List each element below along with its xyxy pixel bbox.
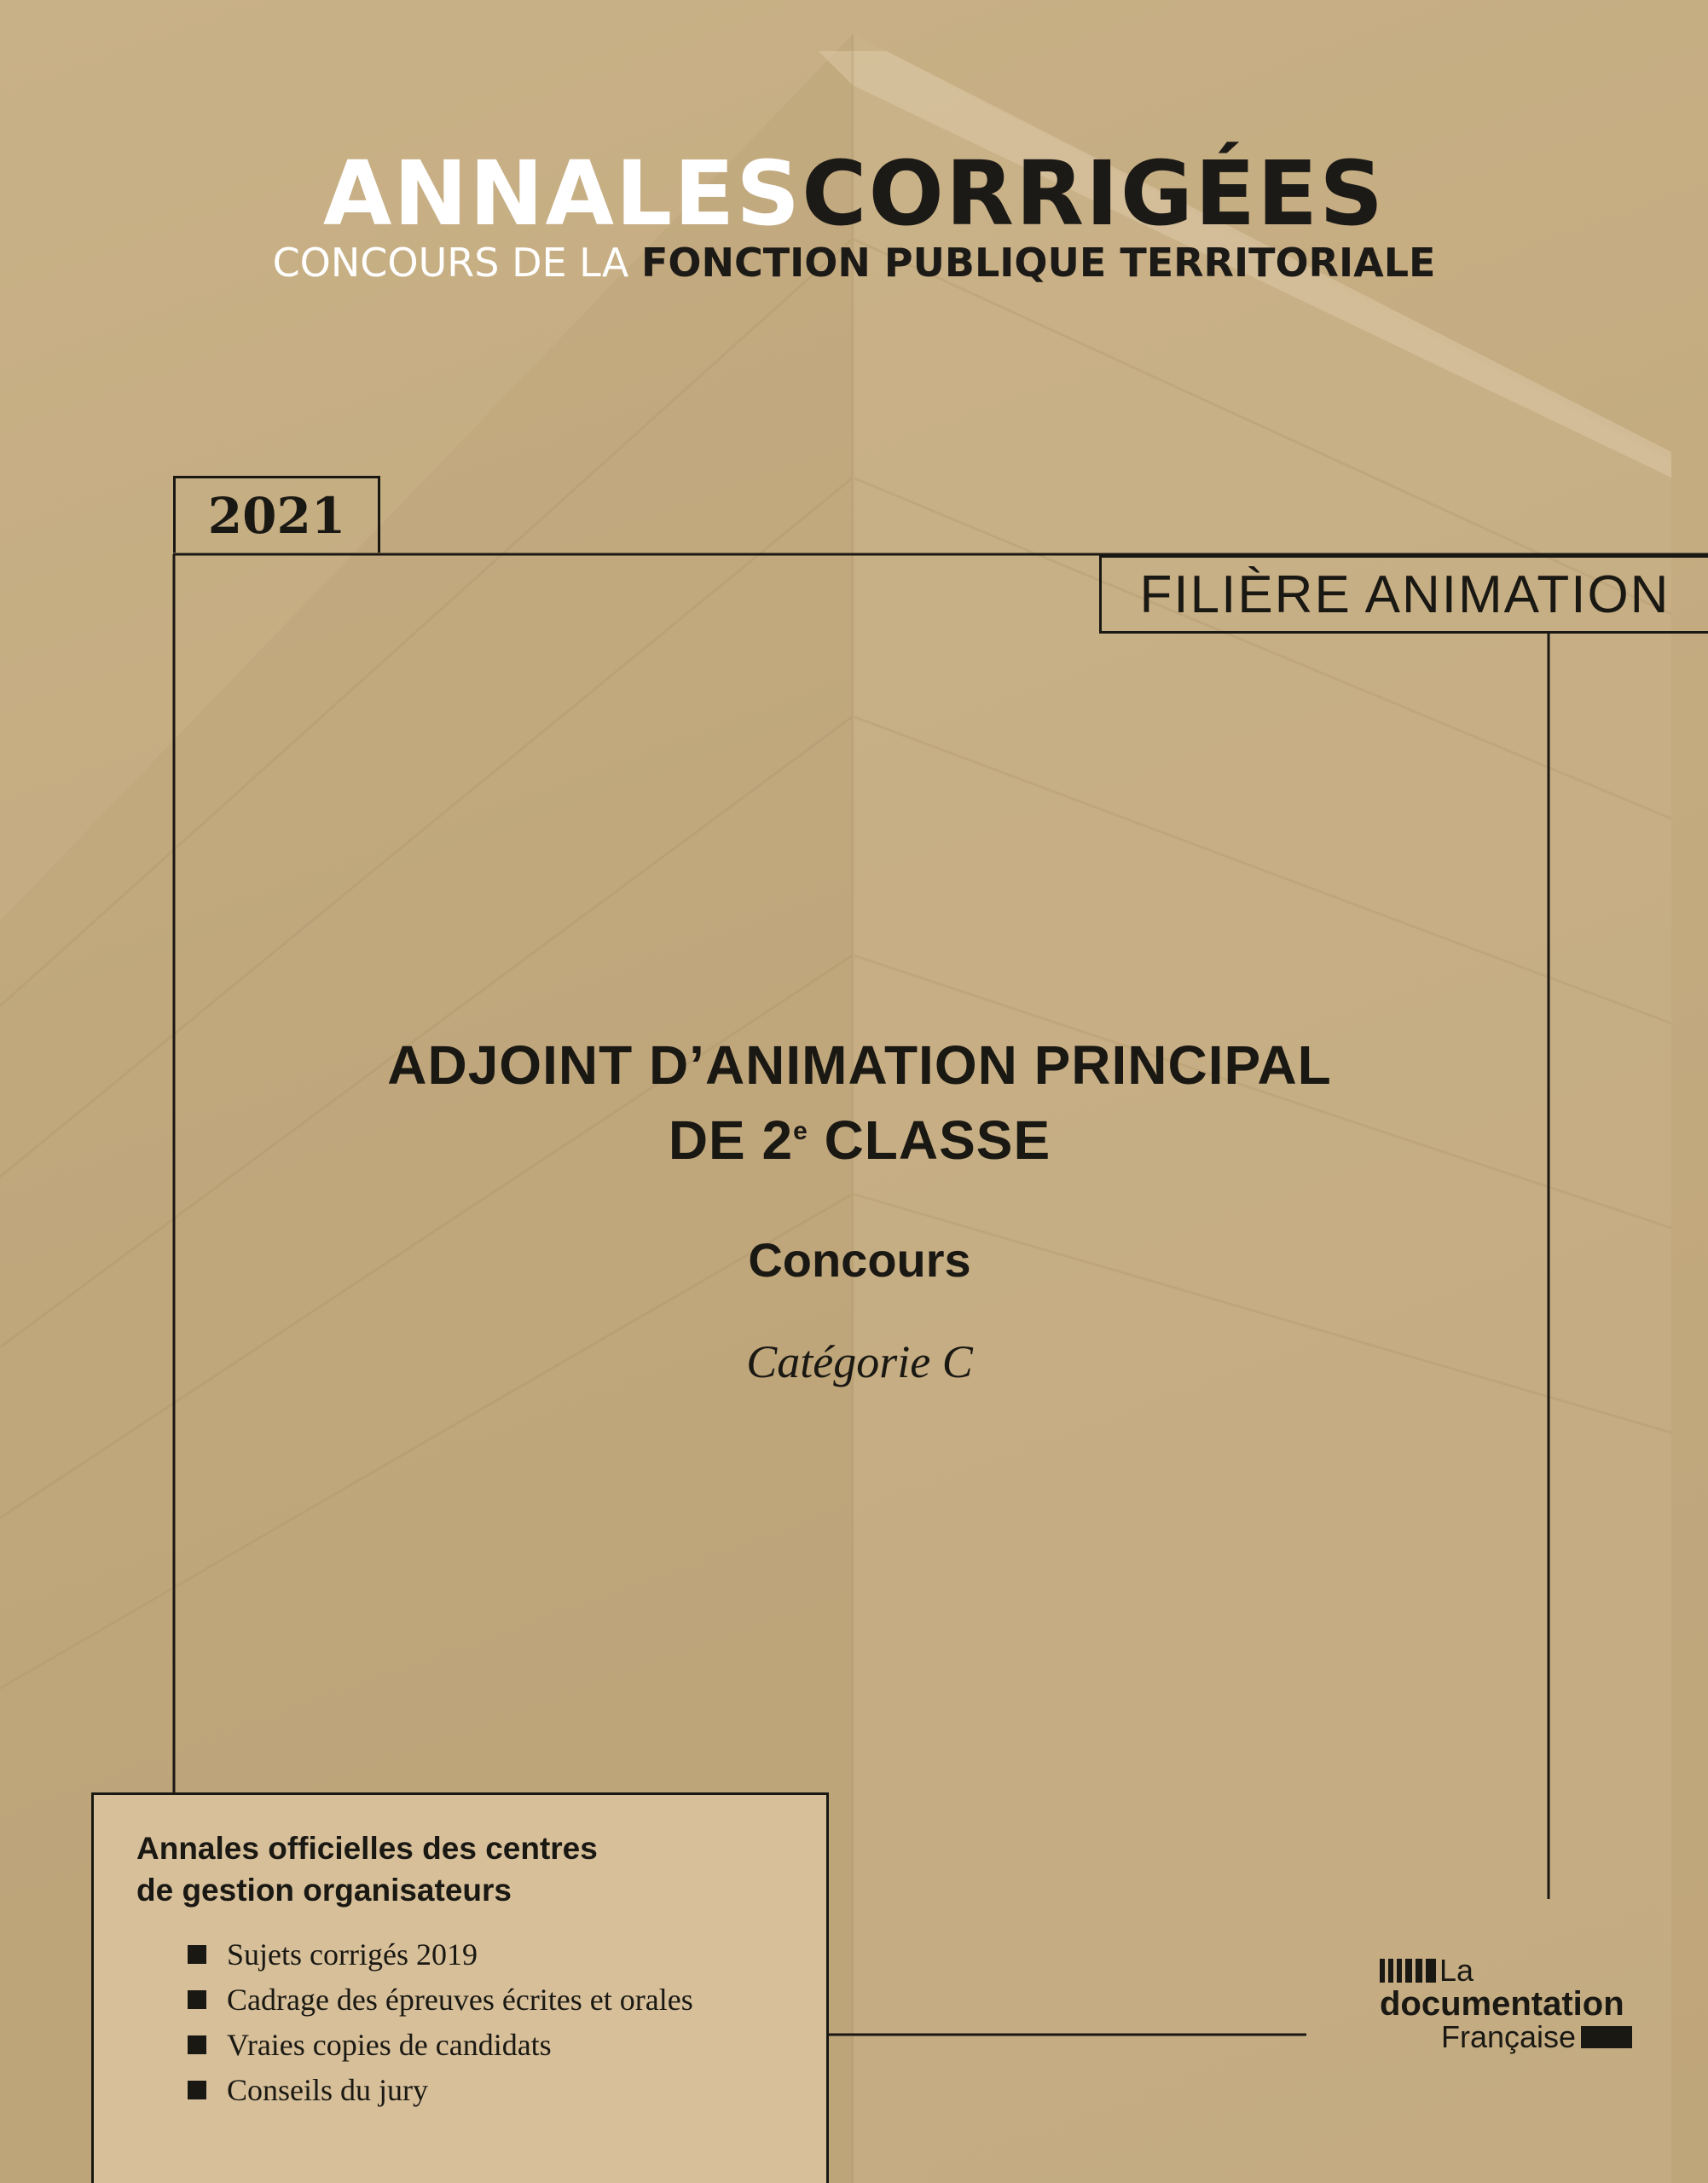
publisher-bar-icon <box>1581 2026 1632 2048</box>
list-item <box>188 2022 693 2067</box>
series-word-annales: ANNALES <box>322 142 802 246</box>
info-list <box>188 1931 693 2112</box>
series-subtitle <box>0 240 1708 286</box>
info-heading <box>136 1827 810 1911</box>
series-word-corrigees: CORRIGÉES <box>802 142 1386 246</box>
info-heading-line2: de gestion organisateurs <box>136 1873 512 1908</box>
list-item-text: Vraies copies de candidats <box>227 2027 552 2062</box>
square-bullet-icon <box>188 2035 206 2054</box>
publisher-documentation: documentation <box>1380 1985 1624 2023</box>
series-subtitle-bold: FONCTION PUBLIQUE TERRITORIALE <box>640 240 1436 286</box>
series-logo <box>0 142 1708 286</box>
series-title <box>0 142 1708 246</box>
category-label: Catégorie C <box>746 1336 973 1387</box>
title-line2-suffix: CLASSE <box>824 1109 1051 1171</box>
info-box <box>91 1792 829 2183</box>
publisher-francaise: Française <box>1441 2019 1577 2054</box>
list-item <box>188 1931 693 1977</box>
series-subtitle-light: CONCOURS DE LA <box>272 240 629 286</box>
list-item-text: Conseils du jury <box>227 2072 429 2107</box>
square-bullet-icon <box>188 2081 206 2099</box>
main-title-line1: ADJOINT D’ANIMATION PRINCIPAL <box>387 1034 1332 1096</box>
square-bullet-icon <box>188 1945 206 1964</box>
square-bullet-icon <box>188 1990 206 2009</box>
publisher-logo <box>1380 1954 1653 2053</box>
exam-type: Concours <box>748 1233 971 1287</box>
publisher-francaise-row <box>1441 2021 1653 2053</box>
publisher-stripes-icon <box>1380 1959 1436 1983</box>
publisher-la-row <box>1380 1954 1653 1987</box>
main-title-line2 <box>173 1109 1546 1172</box>
title-line2-prefix: DE 2 <box>668 1109 794 1171</box>
list-item <box>188 1977 693 2022</box>
info-heading-line1: Annales officielles des centres <box>136 1831 598 1866</box>
title-line2-superscript: e <box>793 1117 808 1145</box>
list-item-text: Sujets corrigés 2019 <box>227 1937 478 1972</box>
year-label: 2021 <box>173 476 380 553</box>
list-item-text: Cadrage des épreuves écrites et orales <box>227 1982 693 2017</box>
publisher-la: La <box>1439 1953 1474 1988</box>
list-item <box>188 2067 693 2112</box>
filiere-label: FILIÈRE ANIMATION <box>1099 555 1708 634</box>
